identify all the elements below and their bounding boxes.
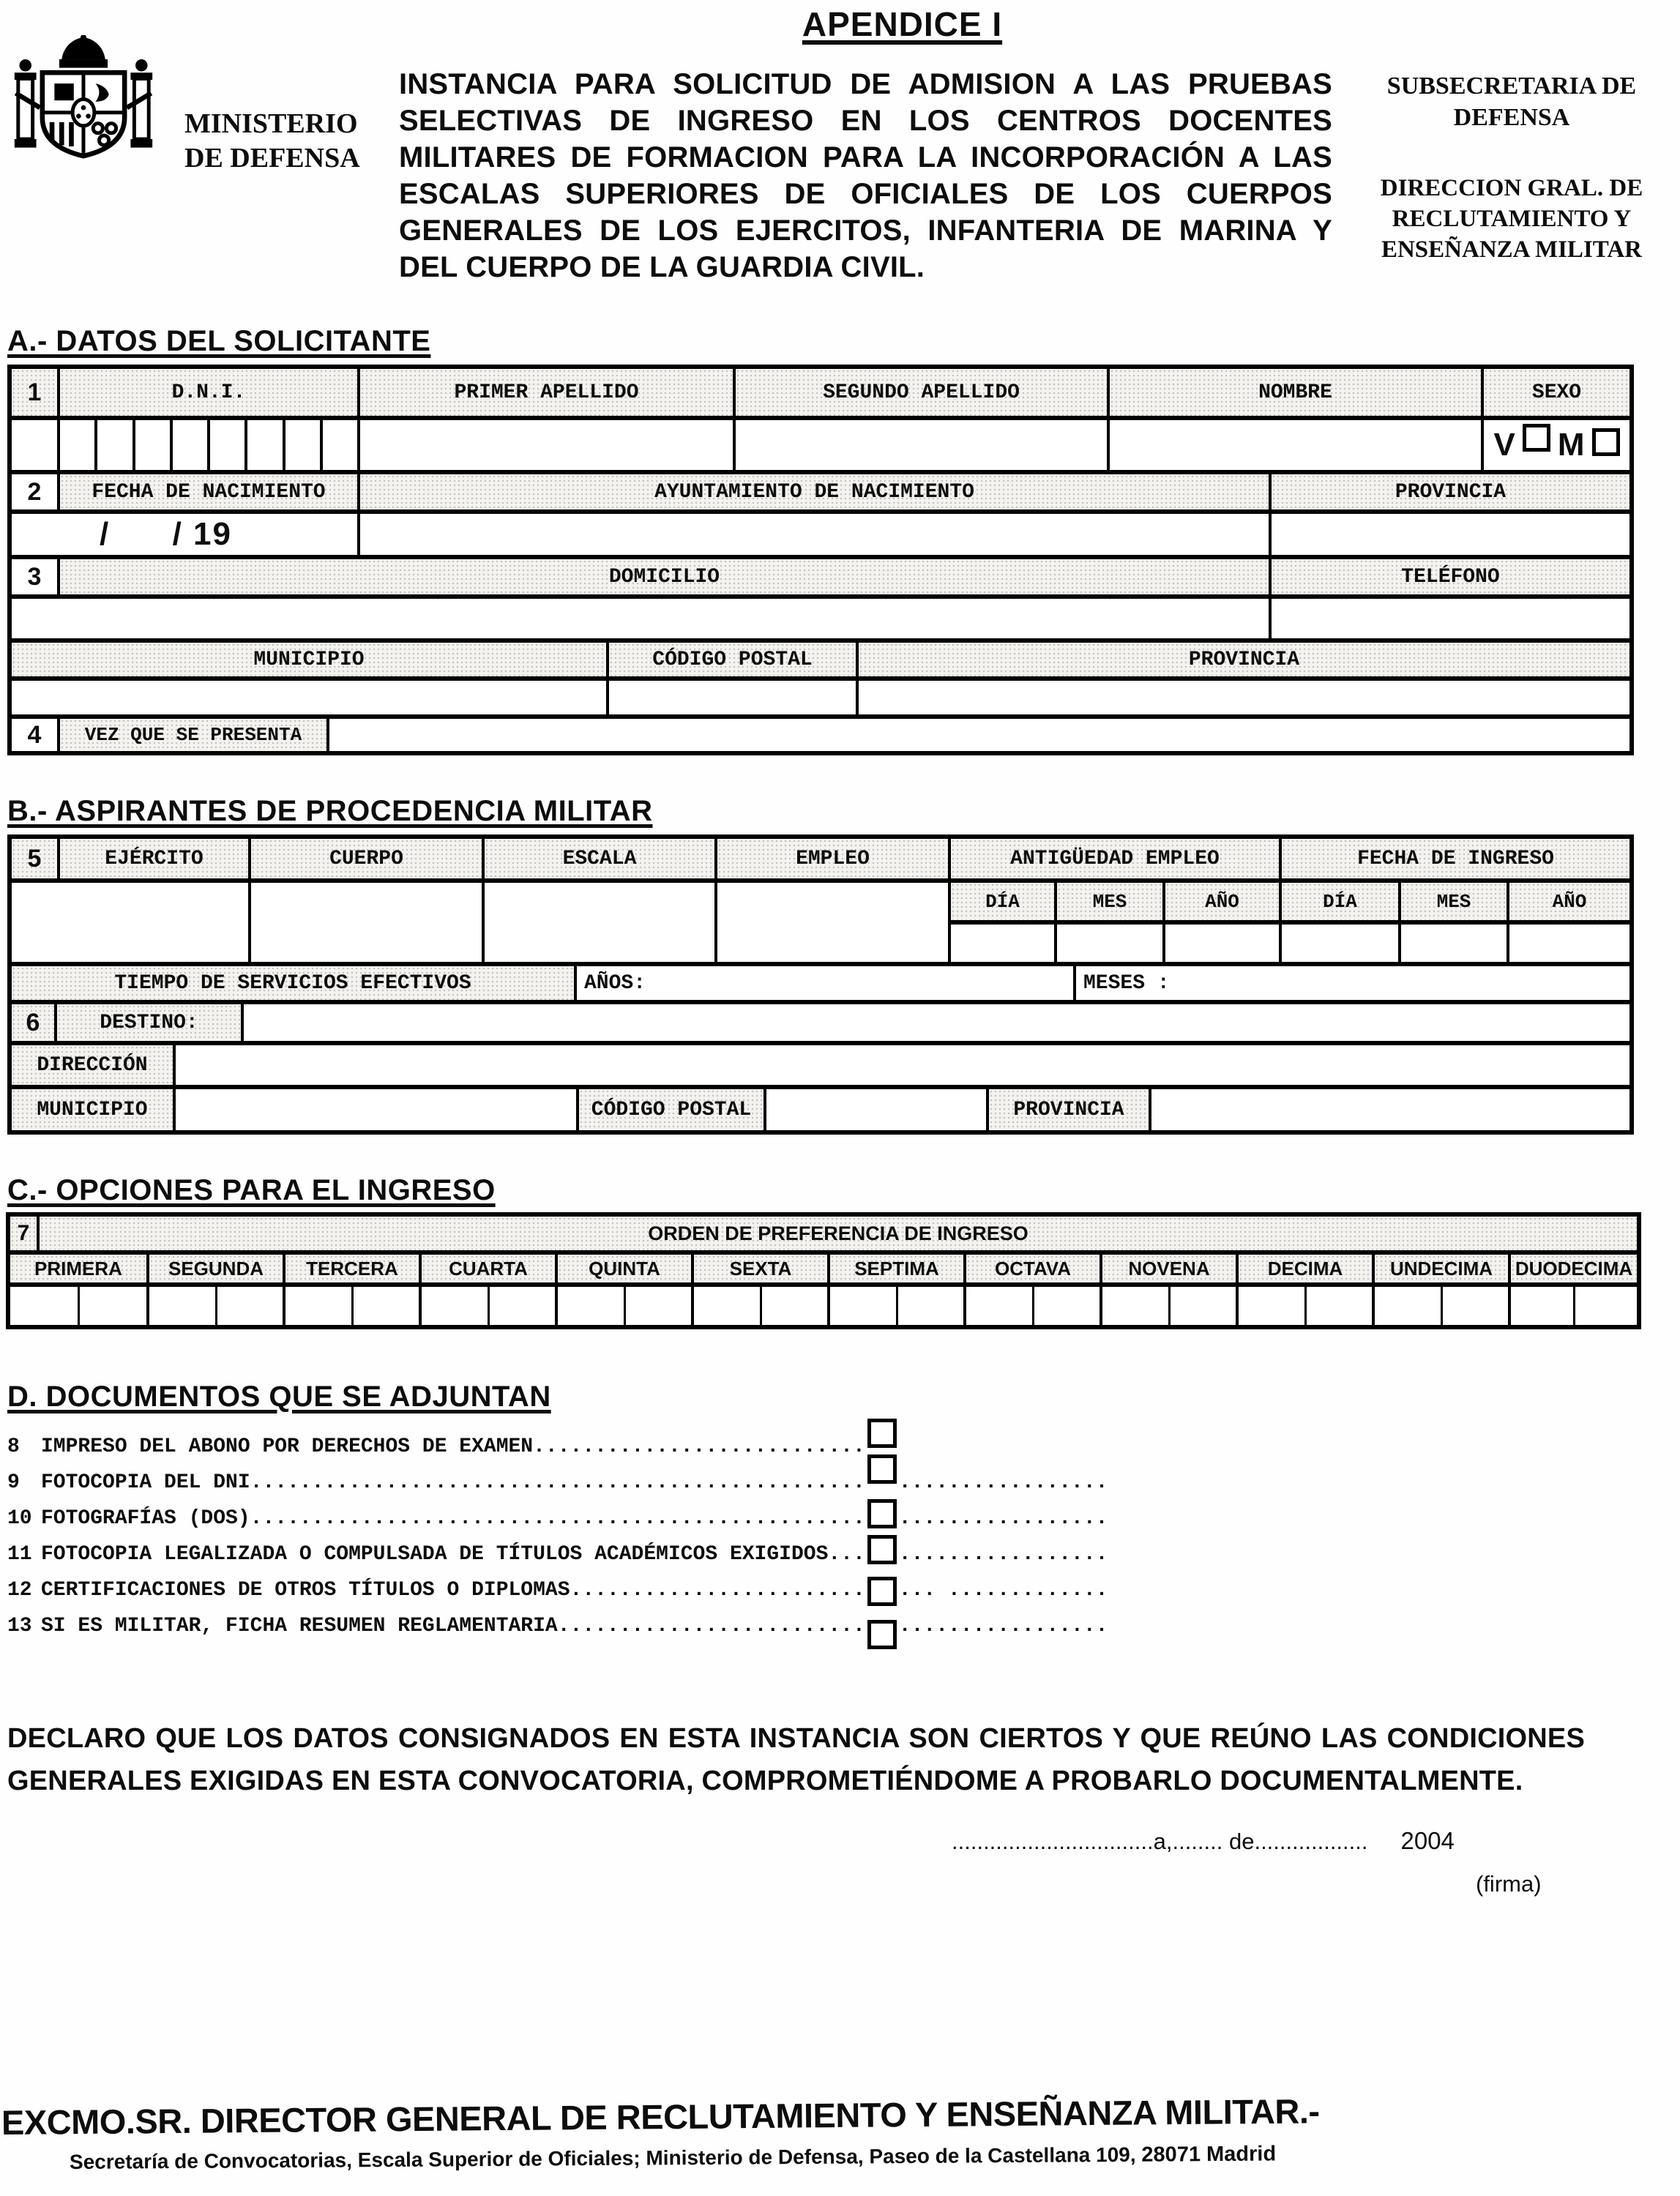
document-checkbox[interactable] xyxy=(867,1620,897,1649)
provincia-destino-header: PROVINCIA xyxy=(986,1089,1149,1130)
segundo-apellido-header: SEGUNDO APELLIDO xyxy=(733,369,1107,416)
direccion-general-label: DIRECCION GRAL. DE RECLUTAMIENTO Y ENSEÑANZA MILITAR xyxy=(1380,175,1643,263)
col-primera: PRIMERA xyxy=(10,1255,146,1282)
escala-input[interactable] xyxy=(482,883,714,962)
preference-cell[interactable] xyxy=(558,1287,624,1325)
item-number: 10 xyxy=(7,1507,32,1530)
ministry-line1: MINISTERIO xyxy=(184,108,358,139)
preference-cell[interactable] xyxy=(1511,1287,1573,1325)
preference-cell[interactable] xyxy=(1102,1287,1168,1325)
col-duodecima: DUODECIMA xyxy=(1508,1255,1637,1282)
nombre-header: NOMBRE xyxy=(1107,369,1481,416)
coat-of-arms-icon xyxy=(10,35,157,174)
destino-input[interactable] xyxy=(241,1004,1629,1041)
row3-number: 3 xyxy=(27,562,42,591)
pref-novena-input xyxy=(1100,1287,1236,1325)
preference-cell[interactable] xyxy=(351,1287,419,1325)
list-item-13 xyxy=(7,1608,1662,1644)
section-c-heading: C.- OPCIONES PARA EL INGRESO xyxy=(7,1174,496,1206)
ingreso-ano-header: AÑO xyxy=(1507,883,1629,920)
date-fill-line[interactable]: ................................a,........ de.................. xyxy=(952,1829,1368,1854)
pref-primera-input xyxy=(10,1287,146,1325)
provincia-nacimiento-input[interactable] xyxy=(1269,514,1629,555)
ingreso-dia-input[interactable] xyxy=(1279,925,1398,962)
cuerpo-input[interactable] xyxy=(248,883,482,962)
item-number: 11 xyxy=(7,1543,32,1566)
antiguedad-mes-input[interactable] xyxy=(1054,925,1162,962)
sexo-input xyxy=(1481,420,1629,470)
destino-header: DESTINO: xyxy=(54,1004,241,1041)
ejercito-header: EJÉRCITO xyxy=(57,839,248,878)
preference-cell[interactable] xyxy=(149,1287,215,1325)
leader-dots: ................. xyxy=(898,1471,1108,1494)
year-label: 2004 xyxy=(1400,1827,1455,1854)
leader-dots: ......................... xyxy=(557,1615,865,1637)
pref-duodecima-input xyxy=(1508,1287,1637,1325)
col-octava: OCTAVA xyxy=(963,1255,1100,1282)
municipio-input[interactable] xyxy=(12,681,606,714)
antiguedad-mes-header: MES xyxy=(1054,883,1162,920)
fecha-nacimiento-header: FECHA DE NACIMIENTO xyxy=(57,474,357,509)
pref-segunda-input xyxy=(146,1287,283,1325)
ingreso-mes-input[interactable] xyxy=(1398,925,1507,962)
postal-city: 28071 Madrid xyxy=(1141,2142,1277,2167)
item-number: 8 xyxy=(7,1435,20,1458)
row5-number: 5 xyxy=(12,839,57,878)
fecha-grid xyxy=(948,883,1629,962)
document-checkbox[interactable] xyxy=(867,1454,897,1484)
document-checkbox[interactable] xyxy=(867,1577,897,1606)
form-title: INSTANCIA PARA SOLICITUD DE ADMISION A LAS PRUEBAS SELECTIVAS DE INGRESO EN LOS CENTROS DOCENTES MILITARES DE FORMACION PARA LA INCORPORACIÓN A LAS ESCALAS SUPERIORES DE OFICIALES DE LOS CUERPOS GENERALES DE LOS EJERCITOS, INFANTERIA DE MARINA Y DEL CUERPO DE LA GUARDIA CIVIL. xyxy=(399,68,1332,283)
preference-cell[interactable] xyxy=(422,1287,488,1325)
preference-cell[interactable] xyxy=(1032,1287,1100,1325)
ingreso-ano-input[interactable] xyxy=(1507,925,1629,962)
pref-tercera-input xyxy=(283,1287,419,1325)
documents-list xyxy=(7,1429,1662,1644)
fecha-ingreso-header: FECHA DE INGRESO xyxy=(1279,839,1629,878)
table-datos-solicitante xyxy=(7,365,1634,755)
leader-dots: ... ............. xyxy=(898,1579,1108,1602)
antiguedad-ano-header: AÑO xyxy=(1162,883,1279,920)
list-item-8 xyxy=(7,1429,1662,1465)
preference-cell[interactable] xyxy=(78,1287,147,1325)
pref-octava-input xyxy=(963,1287,1100,1325)
dni-digit-box[interactable] xyxy=(170,420,207,470)
col-quinta: QUINTA xyxy=(555,1255,691,1282)
empleo-header: EMPLEO xyxy=(714,839,948,878)
anos-input[interactable]: AÑOS: xyxy=(574,966,1073,1000)
document-checkbox[interactable] xyxy=(867,1499,897,1528)
preference-cell[interactable] xyxy=(1239,1287,1304,1325)
sexo-v-checkbox[interactable] xyxy=(1523,424,1550,452)
escala-header: ESCALA xyxy=(482,839,714,878)
table-opciones-ingreso xyxy=(6,1212,1641,1329)
item-text: IMPRESO DEL ABONO POR DERECHOS DE EXAMEN xyxy=(41,1435,534,1458)
direccion-header: DIRECCIÓN xyxy=(12,1045,173,1085)
ingreso-mes-header: MES xyxy=(1398,883,1507,920)
dni-digit-box[interactable] xyxy=(60,420,94,470)
dni-digit-box[interactable] xyxy=(94,420,132,470)
item-text: FOTOCOPIA DEL DNI xyxy=(41,1471,250,1494)
row7-number: 7 xyxy=(10,1217,37,1250)
row4-number: 4 xyxy=(27,720,42,749)
item-text: FOTOCOPIA LEGALIZADA O COMPULSADA DE TÍTULOS ACADÉMICOS EXIGIDOS xyxy=(41,1543,829,1566)
preference-cell[interactable] xyxy=(1375,1287,1441,1325)
sexo-header: SEXO xyxy=(1481,369,1629,416)
col-tercera: TERCERA xyxy=(283,1255,419,1282)
col-cuarta: CUARTA xyxy=(419,1255,555,1282)
subsecretaria-label: SUBSECRETARIA DE DEFENSA xyxy=(1386,72,1637,131)
nombre-input[interactable] xyxy=(1107,420,1481,470)
antiguedad-empleo-header: ANTIGÜEDAD EMPLEO xyxy=(948,839,1279,878)
list-item-9 xyxy=(7,1465,1662,1501)
apendice-title: APENDICE I xyxy=(802,5,1003,43)
leader-dots: ... xyxy=(828,1543,865,1566)
pref-cuarta-input xyxy=(419,1287,555,1325)
item-number: 13 xyxy=(7,1615,32,1637)
municipio-destino-header: MUNICIPIO xyxy=(12,1089,173,1130)
fecha-nacimiento-input[interactable]: / / 19 xyxy=(100,516,232,552)
ministry-label xyxy=(184,107,367,176)
provincia-domicilio-input[interactable] xyxy=(856,681,1629,714)
antiguedad-dia-header: DÍA xyxy=(951,883,1054,920)
pref-septima-input xyxy=(827,1287,963,1325)
dni-input-boxes xyxy=(57,420,357,470)
dni-digit-box[interactable] xyxy=(244,420,282,470)
item-number: 9 xyxy=(7,1471,20,1494)
col-decima: DECIMA xyxy=(1236,1255,1372,1282)
row6-number: 6 xyxy=(12,1004,54,1041)
section-a-heading: A.- DATOS DEL SOLICITANTE xyxy=(7,325,431,357)
preference-cell[interactable] xyxy=(896,1287,964,1325)
codigo-postal-header: CÓDIGO POSTAL xyxy=(606,643,856,676)
item-text: CERTIFICACIONES DE OTROS TÍTULOS O DIPLOMAS xyxy=(41,1579,570,1602)
dni-digit-box[interactable] xyxy=(132,420,170,470)
dni-header: D.N.I. xyxy=(57,369,357,416)
col-novena: NOVENA xyxy=(1100,1255,1236,1282)
ingreso-dia-header: DÍA xyxy=(1279,883,1398,920)
leader-dots: ........................ xyxy=(570,1579,865,1602)
telefono-header: TELÉFONO xyxy=(1269,559,1629,594)
preference-cell[interactable] xyxy=(1441,1287,1509,1325)
declaration-text: DECLARO QUE LOS DATOS CONSIGNADOS EN ESTA INSTANCIA SON CIERTOS Y QUE REÚNO LAS CONDICIONES GENERALES EXIGIDAS EN ESTA CONVOCATORIA, COMPROMETIÉNDOME A PROBARLO DOCUMENTALMENTE. xyxy=(7,1723,1585,1796)
provincia-nacimiento-header: PROVINCIA xyxy=(1269,474,1629,509)
primer-apellido-input[interactable] xyxy=(357,420,733,470)
pref-decima-input xyxy=(1236,1287,1372,1325)
footer-address xyxy=(70,2142,1276,2175)
item-text: SI ES MILITAR, FICHA RESUMEN REGLAMENTARIA xyxy=(41,1615,558,1637)
col-sexta: SEXTA xyxy=(691,1255,827,1282)
dni-digit-box[interactable] xyxy=(320,420,357,470)
sexo-m-label: M xyxy=(1557,427,1585,463)
provincia-domicilio-header: PROVINCIA xyxy=(856,643,1629,676)
col-septima: SEPTIMA xyxy=(827,1255,963,1282)
row2-number: 2 xyxy=(27,477,42,506)
domicilio-input[interactable] xyxy=(12,599,1269,638)
codigo-postal-destino-input[interactable] xyxy=(764,1089,986,1130)
telefono-input[interactable] xyxy=(1269,599,1629,638)
secretaria-text: Secretaría de Convocatorias, Escala Superior de Oficiales; Ministerio de Defensa, Paseo de la Castellana 109, xyxy=(69,2143,1142,2173)
empleo-input[interactable] xyxy=(714,883,948,962)
list-item-12 xyxy=(7,1572,1662,1608)
signature-label: (firma) xyxy=(1476,1871,1542,1897)
row1-spacer xyxy=(12,420,57,470)
preference-cell[interactable] xyxy=(830,1287,896,1325)
section-d-heading: D. DOCUMENTOS QUE SE ADJUNTAN xyxy=(7,1381,551,1413)
preference-cell[interactable] xyxy=(215,1287,283,1325)
leader-dots: ................. xyxy=(898,1543,1108,1566)
preference-cell[interactable] xyxy=(1573,1287,1638,1325)
list-item-11 xyxy=(7,1536,1662,1572)
antiguedad-ano-input[interactable] xyxy=(1162,925,1279,962)
primer-apellido-header: PRIMER APELLIDO xyxy=(357,369,733,416)
date-line xyxy=(952,1827,1455,1855)
leader-dots: ................. xyxy=(898,1615,1108,1637)
pref-sexta-input xyxy=(691,1287,827,1325)
preference-cell[interactable] xyxy=(966,1287,1032,1325)
preference-cell[interactable] xyxy=(624,1287,692,1325)
preference-cell[interactable] xyxy=(488,1287,556,1325)
ayuntamiento-header: AYUNTAMIENTO DE NACIMIENTO xyxy=(357,474,1269,509)
ayuntamiento-input[interactable] xyxy=(357,514,1269,555)
addressee-line: EXCMO.SR. DIRECTOR GENERAL DE RECLUTAMIENTO Y ENSEÑANZA MILITAR.- xyxy=(1,2091,1320,2142)
preference-cell[interactable] xyxy=(694,1287,760,1325)
provincia-destino-input[interactable] xyxy=(1149,1089,1629,1130)
sexo-m-checkbox[interactable] xyxy=(1592,428,1620,456)
municipio-header: MUNICIPIO xyxy=(12,643,606,676)
ejercito-input[interactable] xyxy=(12,883,248,962)
dni-digit-box[interactable] xyxy=(283,420,320,470)
preference-cell[interactable] xyxy=(1168,1287,1236,1325)
tiempo-servicios-header: TIEMPO DE SERVICIOS EFECTIVOS xyxy=(12,966,574,1000)
vez-que-se-presenta-input[interactable] xyxy=(326,719,1629,751)
preference-cell[interactable] xyxy=(1304,1287,1373,1325)
pref-undecima-input xyxy=(1372,1287,1508,1325)
orden-preferencia-header: ORDEN DE PREFERENCIA DE INGRESO xyxy=(37,1217,1637,1250)
direccion-input[interactable] xyxy=(173,1045,1629,1085)
item-text: FOTOGRAFÍAS (DOS) xyxy=(41,1507,250,1530)
document-checkbox[interactable] xyxy=(867,1535,897,1564)
municipio-destino-input[interactable] xyxy=(173,1089,576,1130)
ministry-line2: DE DEFENSA xyxy=(184,143,360,173)
antiguedad-dia-input[interactable] xyxy=(951,925,1054,962)
col-segunda: SEGUNDA xyxy=(146,1255,283,1282)
document-checkbox[interactable] xyxy=(867,1419,897,1448)
table-procedencia-militar xyxy=(7,834,1634,1135)
sexo-v-label: V xyxy=(1493,427,1515,463)
pref-quinta-input xyxy=(555,1287,691,1325)
codigo-postal-input[interactable] xyxy=(606,681,856,714)
leader-dots: ................. xyxy=(898,1507,1108,1530)
row1-number: 1 xyxy=(12,369,57,416)
section-b-heading: B.- ASPIRANTES DE PROCEDENCIA MILITAR xyxy=(7,795,653,827)
preference-cell[interactable] xyxy=(10,1287,78,1325)
domicilio-header: DOMICILIO xyxy=(57,559,1269,594)
list-item-10 xyxy=(7,1501,1662,1536)
leader-dots: ........................... xyxy=(533,1435,865,1458)
segundo-apellido-input[interactable] xyxy=(733,420,1107,470)
vez-que-se-presenta-header: VEZ QUE SE PRESENTA xyxy=(57,719,326,751)
col-undecima: UNDECIMA xyxy=(1372,1255,1508,1282)
leader-dots: .................................................. xyxy=(250,1507,865,1530)
meses-input[interactable]: MESES : xyxy=(1073,966,1629,1000)
item-number: 12 xyxy=(7,1579,32,1602)
codigo-postal-destino-header: CÓDIGO POSTAL xyxy=(576,1089,764,1130)
dni-digit-box[interactable] xyxy=(207,420,244,470)
leader-dots: .................................................. xyxy=(250,1471,865,1494)
cuerpo-header: CUERPO xyxy=(248,839,482,878)
preference-cell[interactable] xyxy=(285,1287,351,1325)
preference-cell[interactable] xyxy=(760,1287,828,1325)
